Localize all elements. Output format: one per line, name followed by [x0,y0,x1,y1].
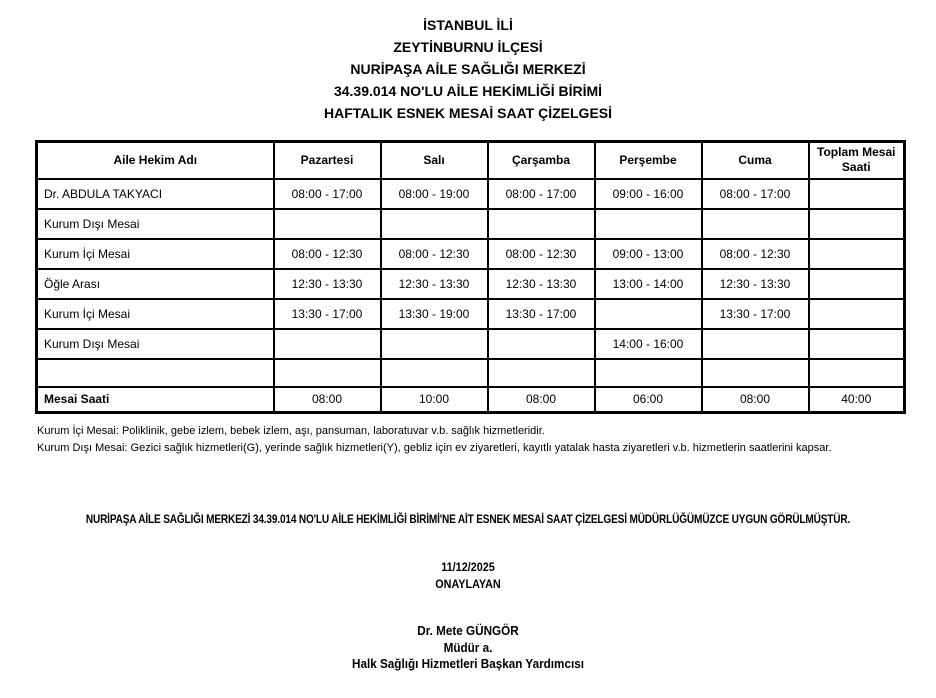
schedule-cell: 13:30 - 17:00 [702,299,809,329]
approval-label: ONAYLAYAN [435,577,501,591]
header-district: ZEYTİNBURNU İLÇESİ [393,39,543,55]
schedule-cell [488,359,595,387]
schedule-cell: 13:30 - 17:00 [488,299,595,329]
schedule-cell [274,329,381,359]
schedule-cell: 13:30 - 17:00 [274,299,381,329]
schedule-cell: 13:30 - 19:00 [381,299,488,329]
table-row-doctor [37,179,905,209]
schedule-cell: 12:30 - 13:30 [702,269,809,299]
column-header-carsamba: Çarşamba [488,142,595,179]
schedule-cell [274,359,381,387]
schedule-cell [809,329,905,359]
header-health-center: NURİPAŞA AİLE SAĞLIĞI MERKEZİ [350,61,586,77]
schedule-cell [702,329,809,359]
header-doc-title: HAFTALIK ESNEK MESAİ SAAT ÇİZELGESİ [323,105,613,121]
signer-name: Dr. Mete GÜNGÖR [417,623,519,638]
header-province: İSTANBUL İLİ [423,17,513,33]
row-label: Kurum İçi Mesai [37,299,274,329]
row-label: Kurum Dışı Mesai [37,209,274,239]
schedule-cell: 09:00 - 13:00 [595,239,702,269]
signer-title: Halk Sağlığı Hizmetleri Başkan Yardımcısı [352,656,584,671]
schedule-cell [488,209,595,239]
footnote-kurum-disi-mesai: Kurum Dışı Mesai: Gezici sağlık hizmetleri(G), yerinde sağlık hizmetleri(Y), gebliz için ev ziyaretleri, kayıtlı yatalak hasta ziyaretleri v.b. hizmetlerin saatlerini kapsar. [37,442,832,454]
schedule-cell [809,299,905,329]
approval-statement: NURİPAŞA AİLE SAĞLIĞI MERKEZİ 34.39.014 NO'LU AİLE HEKİMLİĞİ BİRİMİ'NE AİT ESNEK MESAİ SAAT ÇİZELGESİ MÜDÜRLÜĞÜMÜZCE UYGUN GÖRÜLMÜŞTÜR. [85,512,851,526]
column-header-cuma: Cuma [702,142,809,179]
schedule-cell [809,179,905,209]
schedule-cell [381,209,488,239]
schedule-cell [809,239,905,269]
table-row-kurum-disi-mesai-2 [37,329,905,359]
table-row-kurum-ici-mesai-oglen [37,299,905,329]
table-row-kurum-ici-mesai-sabah [37,239,905,269]
row-label: Dr. ABDULA TAKYACI [37,179,274,209]
schedule-table [35,140,906,414]
schedule-cell: 08:00 - 12:30 [702,239,809,269]
schedule-cell: 08:00 - 17:00 [702,179,809,209]
totals-cell: 08:00 [702,387,809,413]
schedule-cell [809,209,905,239]
signature-block [0,623,936,673]
schedule-cell: 12:30 - 13:30 [381,269,488,299]
schedule-cell: 14:00 - 16:00 [595,329,702,359]
approval-date-block [0,559,936,593]
table-row-empty [37,359,905,387]
schedule-cell [381,359,488,387]
schedule-cell [809,269,905,299]
schedule-cell [274,209,381,239]
column-header-persembe: Perşembe [595,142,702,179]
column-header-sali: Salı [381,142,488,179]
table-row-kurum-disi-mesai [37,209,905,239]
schedule-cell: 08:00 - 12:30 [274,239,381,269]
totals-cell: 10:00 [381,387,488,413]
row-label: Öğle Arası [37,269,274,299]
totals-cell: 06:00 [595,387,702,413]
schedule-cell [488,329,595,359]
document-header [0,14,936,124]
row-label: Kurum Dışı Mesai [37,329,274,359]
table-row-totals [37,387,905,413]
schedule-cell: 08:00 - 12:30 [488,239,595,269]
schedule-cell: 08:00 - 19:00 [381,179,488,209]
schedule-cell: 08:00 - 17:00 [274,179,381,209]
schedule-cell [702,209,809,239]
schedule-cell [702,359,809,387]
schedule-cell: 09:00 - 16:00 [595,179,702,209]
signer-role: Müdür a. [443,639,493,655]
table-header-row [37,142,905,179]
header-unit: 34.39.014 NO'LU AİLE HEKİMLİĞİ BİRİMİ [333,83,603,99]
schedule-cell: 13:00 - 14:00 [595,269,702,299]
schedule-cell: 08:00 - 12:30 [381,239,488,269]
table-row-ogle-arasi [37,269,905,299]
totals-cell: 40:00 [809,387,905,413]
row-label [37,359,274,387]
schedule-cell [595,209,702,239]
row-label: Kurum İçi Mesai [37,239,274,269]
schedule-cell [595,359,702,387]
column-header-toplam-mesai-saati: Toplam Mesai Saati [809,142,905,179]
totals-label: Mesai Saati [37,387,274,413]
totals-cell: 08:00 [488,387,595,413]
footnote-kurum-ici-mesai: Kurum İçi Mesai: Poliklinik, gebe izlem, bebek izlem, aşı, pansuman, laboratuvar v.b. sağlık hizmetleridir. [37,425,545,437]
schedule-cell [595,299,702,329]
footnotes [37,423,927,457]
approval-date: 11/12/2025 [441,560,495,574]
schedule-cell: 08:00 - 17:00 [488,179,595,209]
schedule-cell: 12:30 - 13:30 [488,269,595,299]
schedule-cell: 12:30 - 13:30 [274,269,381,299]
schedule-cell [381,329,488,359]
totals-cell: 08:00 [274,387,381,413]
column-header-pazartesi: Pazartesi [274,142,381,179]
schedule-cell [809,359,905,387]
column-header-aile-hekim-adi: Aile Hekim Adı [37,142,274,179]
